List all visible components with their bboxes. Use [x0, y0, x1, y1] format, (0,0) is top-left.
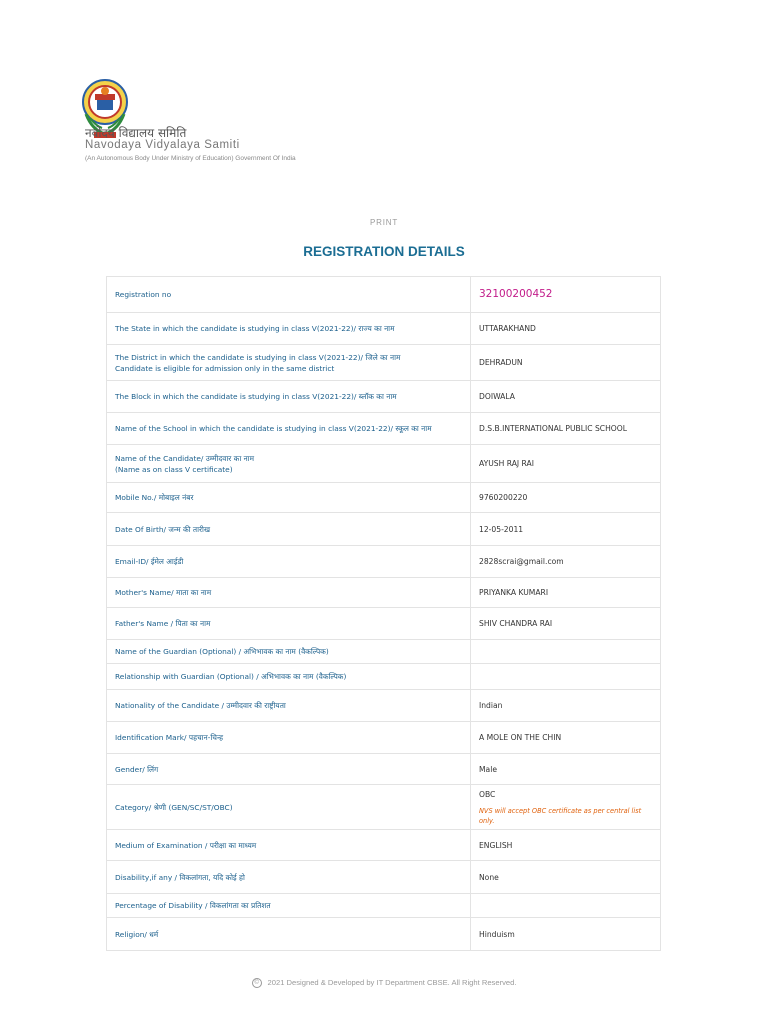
field-value-text: D.S.B.INTERNATIONAL PUBLIC SCHOOL [479, 424, 627, 433]
field-label [107, 513, 471, 546]
field-value-text: PRIYANKA KUMARI [479, 588, 549, 597]
registration-no-value: 32100200452 [471, 277, 661, 313]
field-label-text: Mobile No./ मोबाइल नंबर [115, 493, 194, 502]
registration-no-label: Registration no [107, 277, 471, 313]
field-label-subtext: Candidate is eligible for admission only in the same district [115, 363, 335, 373]
field-value [471, 413, 661, 445]
field-value [471, 546, 661, 578]
field-label-text: Email-ID/ ईमेल आईडी [115, 557, 184, 566]
field-label [107, 345, 471, 381]
field-label-text: Gender/ लिंग [115, 764, 159, 774]
field-label [107, 861, 471, 894]
field-value [471, 445, 661, 483]
field-label [107, 830, 471, 861]
field-value [471, 754, 661, 785]
field-value-text: UTTARAKHAND [479, 324, 536, 333]
field-value [471, 513, 661, 546]
field-value [471, 664, 661, 690]
table-row [107, 785, 661, 830]
field-value-text: DEHRADUN [479, 358, 523, 367]
footer-text: 2021 Designed & Developed by IT Department CBSE. All Right Reserved. [267, 978, 517, 987]
field-label [107, 578, 471, 608]
table-row [107, 313, 661, 345]
org-name-hindi: नवोदय विद्यालय समिति [85, 126, 187, 140]
field-value [471, 894, 661, 918]
table-row [107, 754, 661, 785]
field-value [471, 690, 661, 722]
table-row [107, 690, 661, 722]
table-row [107, 445, 661, 483]
field-label-text: The State in which the candidate is studying in class V(2021-22)/ राज्य का नाम [115, 324, 395, 333]
field-label [107, 546, 471, 578]
field-value-text: Indian [479, 701, 503, 710]
table-row [107, 894, 661, 918]
org-subtitle: (An Autonomous Body Under Ministry of Education) Government Of India [85, 155, 296, 162]
field-label-text: Name of the School in which the candidate is studying in class V(2021-22)/ स्कूल का नाम [115, 424, 432, 433]
field-label-text: The District in which the candidate is studying in class V(2021-22)/ जिले का नाम [115, 352, 401, 362]
field-label-text: Identification Mark/ पहचान-चिन्ह [115, 733, 224, 742]
field-value [471, 381, 661, 413]
table-row [107, 664, 661, 690]
table-row [107, 861, 661, 894]
table-row [107, 277, 661, 313]
field-label-subtext: (Name as on class V certificate) [115, 464, 233, 474]
field-value [471, 345, 661, 381]
copyright-icon: © [252, 978, 262, 988]
field-label-text: Date Of Birth/ जन्म की तारीख [115, 524, 211, 534]
field-value [471, 608, 661, 640]
field-label [107, 754, 471, 785]
field-value-text: None [479, 872, 499, 882]
table-row [107, 918, 661, 951]
field-value [471, 861, 661, 894]
field-value-text: Male [479, 764, 497, 774]
field-value [471, 830, 661, 861]
field-label [107, 445, 471, 483]
field-value-text: 9760200220 [479, 493, 528, 502]
field-label-text: Nationality of the Candidate / उम्मीदवार की राष्ट्रीयता [115, 701, 286, 710]
field-value-text: Hinduism [479, 929, 515, 939]
field-value [471, 722, 661, 754]
table-row [107, 722, 661, 754]
table-row [107, 513, 661, 546]
field-label-text: Father's Name / पिता का नाम [115, 619, 211, 628]
field-label-text: Name of the Candidate/ उम्मीदवार का नाम [115, 453, 255, 463]
table-row [107, 413, 661, 445]
field-value [471, 918, 661, 951]
field-label-text: Medium of Examination / परीक्षा का माध्यम [115, 840, 257, 850]
field-value-text: AYUSH RAJ RAI [479, 459, 534, 468]
org-name-english: Navodaya Vidyalaya Samiti [85, 139, 240, 151]
field-label-text: Name of the Guardian (Optional) / अभिभावक का नाम (वैकल्पिक) [115, 647, 329, 656]
table-row [107, 483, 661, 513]
field-label [107, 722, 471, 754]
table-row [107, 578, 661, 608]
field-label-text: Disability,if any / विकलांगता, यदि कोई हो [115, 872, 245, 882]
field-value [471, 578, 661, 608]
obc-note: NVS will accept OBC certificate as per central list only. [479, 806, 642, 825]
field-label-text: Category/ श्रेणी (GEN/SC/ST/OBC) [115, 802, 233, 812]
field-value [471, 785, 661, 830]
field-value-text: 12-05-2011 [479, 524, 524, 534]
field-label [107, 690, 471, 722]
print-button[interactable]: PRINT [370, 218, 398, 227]
field-value-text: 2828scrai@gmail.com [479, 557, 564, 566]
table-row [107, 345, 661, 381]
field-value-text: DOIWALA [479, 392, 515, 401]
field-label [107, 894, 471, 918]
field-value-text: ENGLISH [479, 840, 513, 850]
field-label [107, 640, 471, 664]
field-label-text: Religion/ धर्म [115, 929, 159, 939]
field-label [107, 313, 471, 345]
page-title: REGISTRATION DETAILS [303, 244, 465, 259]
field-label [107, 785, 471, 830]
field-label [107, 608, 471, 640]
field-value [471, 313, 661, 345]
field-value [471, 483, 661, 513]
field-label-text: Mother's Name/ माता का नाम [115, 588, 212, 597]
table-row [107, 546, 661, 578]
table-row [107, 830, 661, 861]
field-value [471, 640, 661, 664]
table-row [107, 640, 661, 664]
field-value-text: OBC [479, 789, 496, 799]
site-header [80, 78, 480, 168]
field-label [107, 413, 471, 445]
table-row [107, 608, 661, 640]
field-label-text: The Block in which the candidate is studying in class V(2021-22)/ ब्लॉक का नाम [115, 392, 397, 401]
field-label-text: Relationship with Guardian (Optional) / अभिभावक का नाम (वैकल्पिक) [115, 672, 347, 681]
field-label-text: Percentage of Disability / विकलांगता का प्रतिशत [115, 901, 271, 910]
field-value-text: SHIV CHANDRA RAI [479, 619, 553, 628]
field-value-text: A MOLE ON THE CHIN [479, 733, 562, 742]
registration-details-table [106, 276, 661, 966]
field-label [107, 381, 471, 413]
field-label [107, 483, 471, 513]
footer [0, 978, 768, 988]
field-label [107, 664, 471, 690]
field-label [107, 918, 471, 951]
table-row [107, 381, 661, 413]
